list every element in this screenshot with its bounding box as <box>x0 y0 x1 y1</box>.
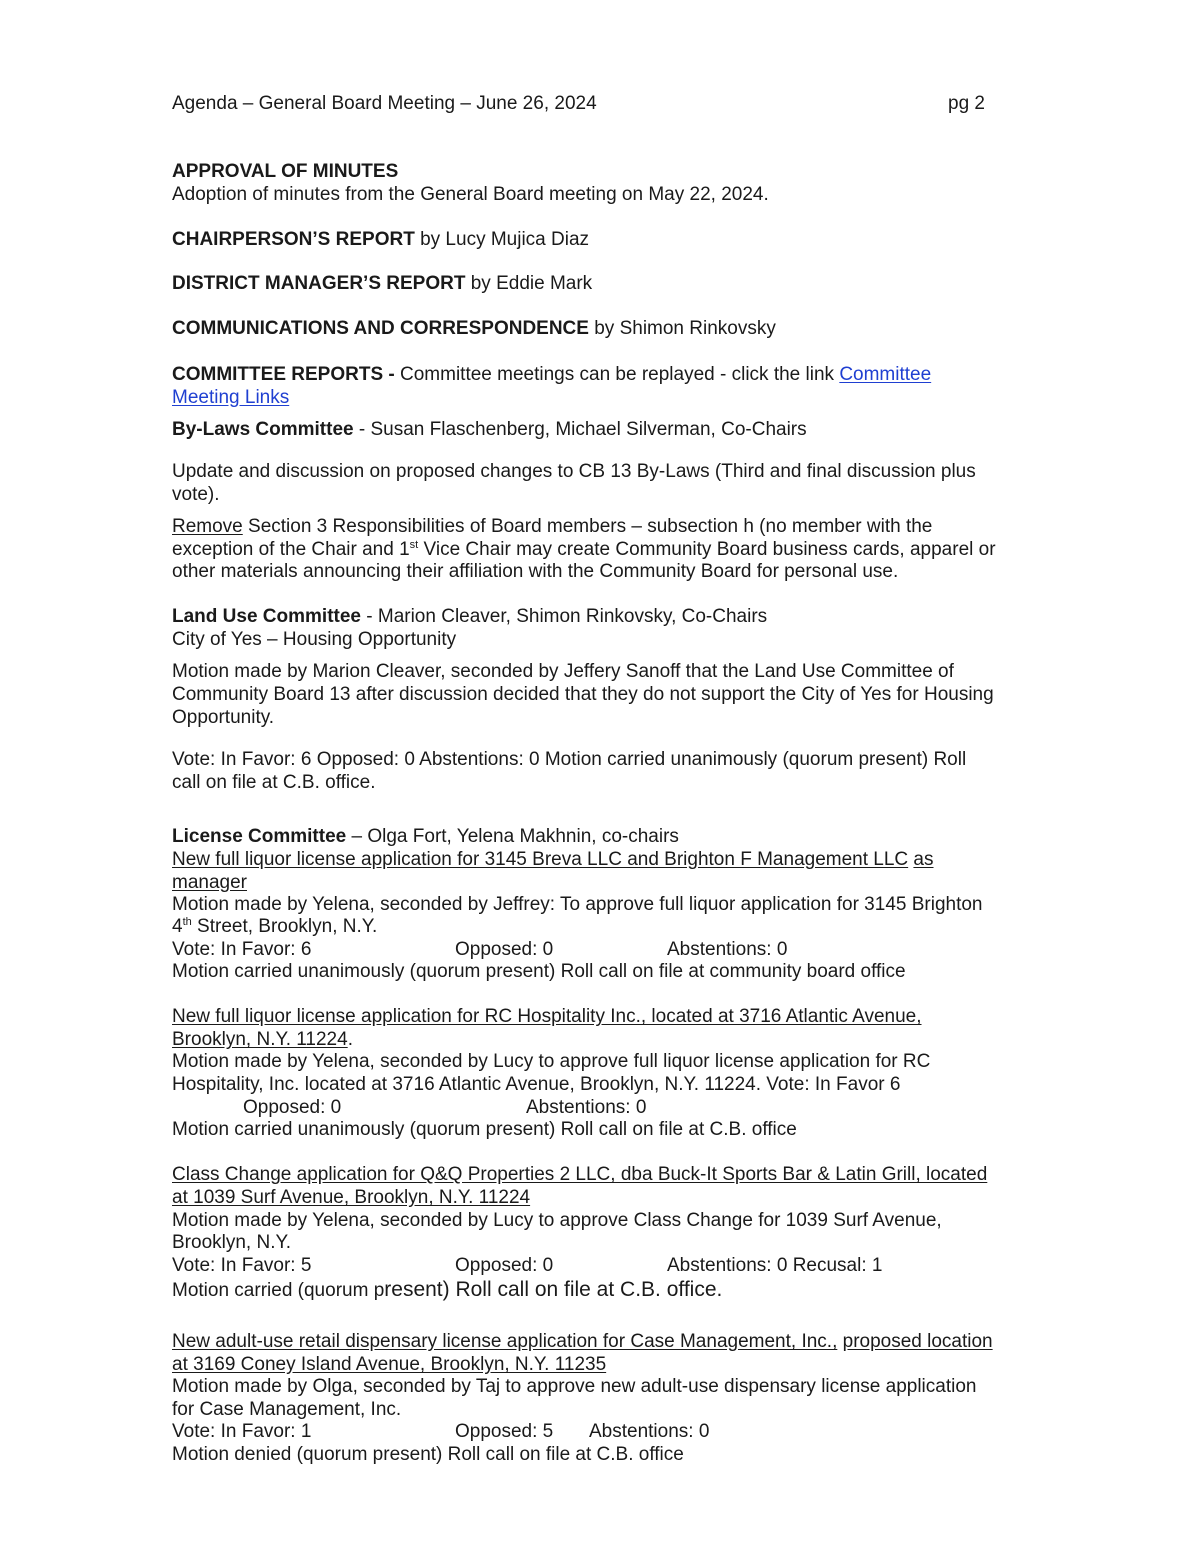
page-number: pg 2 <box>948 93 985 114</box>
page-header-title: Agenda – General Board Meeting – June 26, 2024 <box>172 93 597 114</box>
license-a-motion-line1: Motion made by Yelena, seconded by Jeffrey: To approve full liquor application for 3145 Brighton <box>172 894 983 915</box>
license-c-motion-line1: Motion made by Yelena, seconded by Lucy to approve Class Change for 1039 Surf Avenue, <box>172 1210 942 1231</box>
bylaws-item-text2b: Vice Chair may create Community Board business cards, apparel or <box>418 539 996 560</box>
landuse-heading: Land Use Committee <box>172 606 361 627</box>
committee-reports-text: Committee meetings can be replayed - click the link <box>400 364 840 385</box>
dm-report-heading: DISTRICT MANAGER’S REPORT <box>172 273 466 294</box>
landuse-vote-line2: call on file at C.B. office. <box>172 772 376 793</box>
communications-by: by Shimon Rinkovsky <box>588 318 776 339</box>
license-b-title2-end: . <box>347 1029 353 1050</box>
landuse-vote-line1: Vote: In Favor: 6 Opposed: 0 Abstentions: 0 Motion carried unanimously (quorum present) Roll <box>172 749 967 770</box>
bylaws-committee <box>172 418 807 441</box>
bylaws-item-line1 <box>172 515 932 538</box>
license-chairs: – Olga Fort, Yelena Makhnin, co-chairs <box>346 826 679 847</box>
license-d-vote-favor: Vote: In Favor: 1 <box>172 1421 312 1442</box>
license-b-result: Motion carried unanimously (quorum present) Roll call on file at C.B. office <box>172 1119 797 1140</box>
license-heading: License Committee <box>172 826 347 847</box>
chair-report <box>172 228 589 251</box>
bylaws-chairs: - Susan Flaschenberg, Michael Silverman, Co-Chairs <box>353 419 807 440</box>
license-c-result-b: resent) Roll call on file at C.B. office. <box>384 1278 723 1301</box>
chair-report-by: by Lucy Mujica Diaz <box>414 229 590 250</box>
license-d-result: Motion denied (quorum present) Roll call on file at C.B. office <box>172 1444 684 1465</box>
bylaws-item-text2a: exception of the Chair and 1 <box>172 539 410 560</box>
bylaws-update-line2: vote). <box>172 484 220 505</box>
license-d-title-line2: at 3169 Coney Island Avenue, Brooklyn, N.Y. 11235 <box>172 1354 607 1375</box>
bylaws-heading: By-Laws Committee <box>172 419 354 440</box>
license-c-result-a: Motion carried (quorum p <box>172 1280 385 1301</box>
landuse-motion-line2: Community Board 13 after discussion decided that they do not support the City of Yes for Housing <box>172 684 994 705</box>
license-committee <box>172 825 679 848</box>
dm-report-by: by Eddie Mark <box>465 273 593 294</box>
committee-reports <box>172 363 931 386</box>
communications-heading: COMMUNICATIONS AND CORRESPONDENCE <box>172 318 589 339</box>
license-d-title-line1 <box>172 1330 993 1353</box>
committee-meeting-link[interactable]: Committee <box>839 364 932 385</box>
license-d-motion-line2: for Case Management, Inc. <box>172 1399 402 1420</box>
minutes-text: Adoption of minutes from the General Board meeting on May 22, 2024. <box>172 184 769 205</box>
license-d-title1a: New adult-use retail dispensary license application for Case Management, Inc., <box>172 1331 838 1352</box>
license-c-title-line1: Class Change application for Q&Q Properties 2 LLC, dba Buck-It Sports Bar & Latin Grill, located <box>172 1164 988 1185</box>
license-c-motion-line2: Brooklyn, N.Y. <box>172 1232 291 1253</box>
license-a-motion-line2 <box>172 915 377 938</box>
district-manager-report <box>172 272 592 295</box>
license-d-motion-line1: Motion made by Olga, seconded by Taj to approve new adult-use dispensary license application <box>172 1376 977 1397</box>
license-a-title-line1 <box>172 848 934 871</box>
license-a-motion2a: 4 <box>172 916 183 937</box>
landuse-committee <box>172 605 767 628</box>
license-a-vote-abstentions: Abstentions: 0 <box>667 939 788 960</box>
license-d-vote-opposed: Opposed: 5 <box>455 1421 554 1442</box>
license-b-title-line2 <box>172 1028 353 1051</box>
license-c-vote-favor: Vote: In Favor: 5 <box>172 1255 312 1276</box>
license-a-result: Motion carried unanimously (quorum present) Roll call on file at community board office <box>172 961 906 982</box>
license-a-motion2b: Street, Brooklyn, N.Y. <box>191 916 378 937</box>
license-c-title-line2: at 1039 Surf Avenue, Brooklyn, N.Y. 11224 <box>172 1187 531 1208</box>
license-a-vote-favor: Vote: In Favor: 6 <box>172 939 312 960</box>
chair-report-heading: CHAIRPERSON’S REPORT <box>172 229 415 250</box>
license-b-motion-line1: Motion made by Yelena, seconded by Lucy to approve full liquor license application for RC <box>172 1051 931 1072</box>
license-d-title1b: proposed location <box>842 1331 993 1352</box>
license-c-vote-opposed: Opposed: 0 <box>455 1255 554 1276</box>
bylaws-remove-label: Remove <box>172 516 243 537</box>
committee-reports-heading: COMMITTEE REPORTS - <box>172 364 400 385</box>
bylaws-item-sup: st <box>409 539 419 551</box>
committee-meeting-link-cont[interactable]: Meeting Links <box>172 387 290 408</box>
license-a-title1b: as <box>913 849 934 870</box>
license-d-vote-abstentions: Abstentions: 0 <box>589 1421 710 1442</box>
landuse-subject: City of Yes – Housing Opportunity <box>172 629 457 650</box>
bylaws-update-line1: Update and discussion on proposed changes to CB 13 By-Laws (Third and final discussion plus <box>172 461 976 482</box>
bylaws-item-text1: Section 3 Responsibilities of Board members – subsection h (no member with the <box>242 516 933 537</box>
minutes-heading: APPROVAL OF MINUTES <box>172 161 399 182</box>
license-b-title2: Brooklyn, N.Y. 11224 <box>172 1029 348 1050</box>
license-c-vote-abstentions: Abstentions: 0 Recusal: 1 <box>667 1255 883 1276</box>
license-b-title-line1: New full liquor license application for RC Hospitality Inc., located at 3716 Atlantic Avenue, <box>172 1006 922 1027</box>
license-c-result <box>172 1278 722 1302</box>
license-b-vote-abstentions: Abstentions: 0 <box>526 1097 647 1118</box>
license-a-vote-opposed: Opposed: 0 <box>455 939 554 960</box>
license-a-title1a: New full liquor license application for 3145 Breva LLC and Brighton F Management LLC <box>172 849 909 870</box>
bylaws-item-line3: other materials announcing their affiliation with the Community Board for personal use. <box>172 561 899 582</box>
license-a-motion2sup: th <box>182 916 192 928</box>
communications-report <box>172 317 776 340</box>
landuse-motion-line3: Opportunity. <box>172 707 275 728</box>
license-b-vote-opposed: Opposed: 0 <box>243 1097 342 1118</box>
landuse-chairs: - Marion Cleaver, Shimon Rinkovsky, Co-Chairs <box>360 606 768 627</box>
bylaws-item-line2 <box>172 538 996 561</box>
license-b-motion-line2: Hospitality, Inc. located at 3716 Atlantic Avenue, Brooklyn, N.Y. 11224. Vote: In Favor 6 <box>172 1074 901 1095</box>
license-a-title-line2: manager <box>172 872 247 893</box>
landuse-motion-line1: Motion made by Marion Cleaver, seconded by Jeffery Sanoff that the Land Use Committee of <box>172 661 954 682</box>
